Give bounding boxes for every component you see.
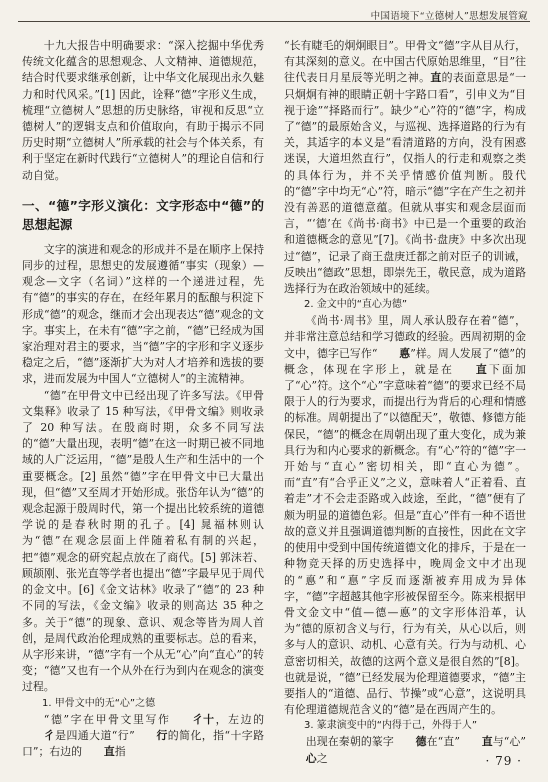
glyph-text: 出现在秦朝的篆字 [305,735,394,749]
section-heading: 一、“德”字形义演化：文字形态中“德”的思想起源 [22,197,264,232]
paragraph-glyph-analysis [22,712,264,761]
xin-seal-glyph: 心 [305,751,317,765]
glyph-text: 之 [316,751,328,765]
xing-glyph: 行 [156,728,168,742]
left-column [22,38,264,760]
glyph-text: 是四通大道“行” [54,728,135,742]
glyph-text: 的简化，指“十字路口”；右边的 [22,728,264,758]
de-oracle-glyph: 彳十 [192,712,215,726]
eye-glyph: 直 [430,71,442,85]
glyph-text: 的表面意思是“一只炯炯有神的眼睛正朝十字路口看”，引申义为“目视于途”“择路而行”。缺少“心”符的“德”字，构成了“德”的最原始含义，与巡视、选择道路的行为有关，其适字的本义是“看清道路的方向，没有困惑迷误，大道坦然直行”，仅指人的行走和观察之类的具体行为，并不关乎情感价值判断。殷代的“德”字中均无“心”符，暗示“德”字在产生之初并没有善恶的道德意蕴。但就从事实和观念层面而言，“‘德’在《尚书·商书》中已是一个重要的政治和道德概念的意见”[7]。《尚书·盘庚》中多次出现过“德”，记录了商王盘庚迁都之前对臣子的训诫，反映出“德政”思想，即崇先王，敬民意，成为道路选择行为在政治领域中的延续。 [284,71,526,296]
paragraph-intro: 十九大报告中明确要求：“深入挖掘中华优秀传统文化蕴含的思想观念、人文精神、道德规范，结合时代要求继承创新，让中华文化展现出永久魅力和时代风采。”[1] 因此，诠释“德”字形义生成，梳理“立德树人”思想的历史脉络，审视和反思“立德树人”的逻辑支点和价值取向，有助于揭示不同历史时期“立德树人”所承载的社会与个体关系，有利于坚定在新时代践行“立德树人”的理论自信和行动自觉。 [22,39,264,182]
glyph-text: “长有睫毛的炯炯眼目”。甲骨文“德”字从目从行，有其深刻的意义。在中国古代原始思维里，“目”往往代表日月星辰等光明之神。 [284,39,526,85]
glyph-text: “德”字在甲骨文里写作 [43,712,171,726]
paragraph-bronze-script [284,313,526,718]
glyph-text: 指 [114,744,126,758]
glyph-text: 下面加了“心”符。这个“心”字意味着“德”的要求已经不局限于人的行为要求，而提出行为背后的心理和情感的标准。周朝提出了“以德配天”，敬德、修德方能保民，“德”的概念在周朝出现了重大变化，成为兼具行为和内心要求的新概念。有“心”符的“德”字一开始与“直心”密切相关，即“直心为德”。而“直”有“合乎正义”之义，意味着人“正着看、直着走”才不会走歪路或入歧途，至此，“德”便有了颇为明显的道德色彩。但是“直心”伴有一种不语世故的意义并且强调道德判断的直接性，因此在文字的使用中受到中国传统道德文化的排斥，于是在一种物竞天择的历史选择中，晚周金文中才出现的“悳”和“惪”字反而逐渐被弃用成为异体字，“德”字超越其他字形被保留至今。陈来根据甲骨文金文中“值—德—悳”的文字形体沿革，认为“德的原初含义与行，行为有关，从心以后，则多与人的意识、动机、心意有关。行为与动机、心意密切相关，故德的这两个意义是很自然的”[8]。也就是说，“德”已经发展为伦理道德要求，“德”主要指人的“道德、品行、节操”或“心意”，这说明具有伦理道德规范含义的“德”是在西周产生的。 [284,362,526,717]
zhi-glyph: 直 [475,362,487,376]
page-number: · 79 · [485,754,522,768]
glyph-text: 在“直” [426,735,460,749]
glyph-text: 《尚书·周书》里，周人承认殷存在着“德”，并非常注意总结和学习德政的经验。西周初期的金文中，德字已写作“ [284,314,526,360]
right-column [284,38,526,767]
de-bronze-glyph: 悳 [399,346,411,360]
glyph-text: ”样。周人发展了“德”的概念，体现在字形上，就是在 [284,346,526,376]
chi-radical-glyph: 彳 [43,728,55,742]
header-rule [18,21,530,22]
eye-glyph: 直 [103,744,115,758]
paragraph-continued [284,38,526,297]
paragraph-oracle-bone: “德”在甲骨文中已经出现了许多写法。《甲骨文集释》收录了 15 种写法，《甲骨文编》则收录了 20 种写法。在殷商时期，众多不同写法的“德”大量出现，表明“德”在这一时期已被不同地域的人广泛运用，“德”是殷人生产和生活中的一个重要概念。[2] 虽然“德”字在甲骨文中已大量出现，但“德”又至周才开始形成。张岱年认为“德”的观念起源于殷周时代，第一个提出比较系统的道德学说的是春秋时期的孔子。[4] 晁福林则认为“德”在观念层面上伴随着私有制的兴起，把“德”观念的研究起点放在了商代。[5] 郭沫若、顾颉刚、张光直等学者也提出“德”字最早见于周代的金文中。[6]《金文诂林》收录了“德”的 23 种不同的写法，《金文编》收录的则高达 35 种之多。关于“德”的现象、意识、观念等皆为周人首创，是周代政治伦理成熟的重要标志。总的看来，从字形来讲，“德”字有一个从无“心”向“直心”的转变；“德”又也有一个从外在行为到内在观念的演变过程。 [22,388,264,694]
de-seal-glyph: 德 [415,735,427,749]
subsection-heading-2: 2. 金文中的“直心为德” [304,299,408,311]
running-head: 中国语境下“立德树人”思想发展管窥 [370,11,528,22]
subsection-heading-1: 1. 甲骨文中的无“心”之德 [42,697,156,709]
paragraph-word-concept: 文字的演进和观念的形成并不是在顺序上保持同步的过程，思想史的发展遵循“事实（现象）—观念—文字（名词）”这样的一个递进过程，先有“德”的事实的存在，在经年累月的酝酿与积淀下形成“德”的观念，继而才会出现表达“德”观念的文字。事实上，在未有“德”字之前，“德”已经成为国家治理对君主的要求，当“德”字的字形和字义逐步稳定之后，“德”逐渐扩大为对人才培养和选拔的要求，进而发展为中国人“立德树人”的主流精神。 [22,242,264,386]
subsection-heading-3: 3. 篆隶演变中的“内得于己，外得于人” [304,720,478,732]
glyph-text: 与“心” [492,735,526,749]
zhi-seal-glyph: 直 [481,735,493,749]
glyph-text: ，左边的 [214,712,264,726]
